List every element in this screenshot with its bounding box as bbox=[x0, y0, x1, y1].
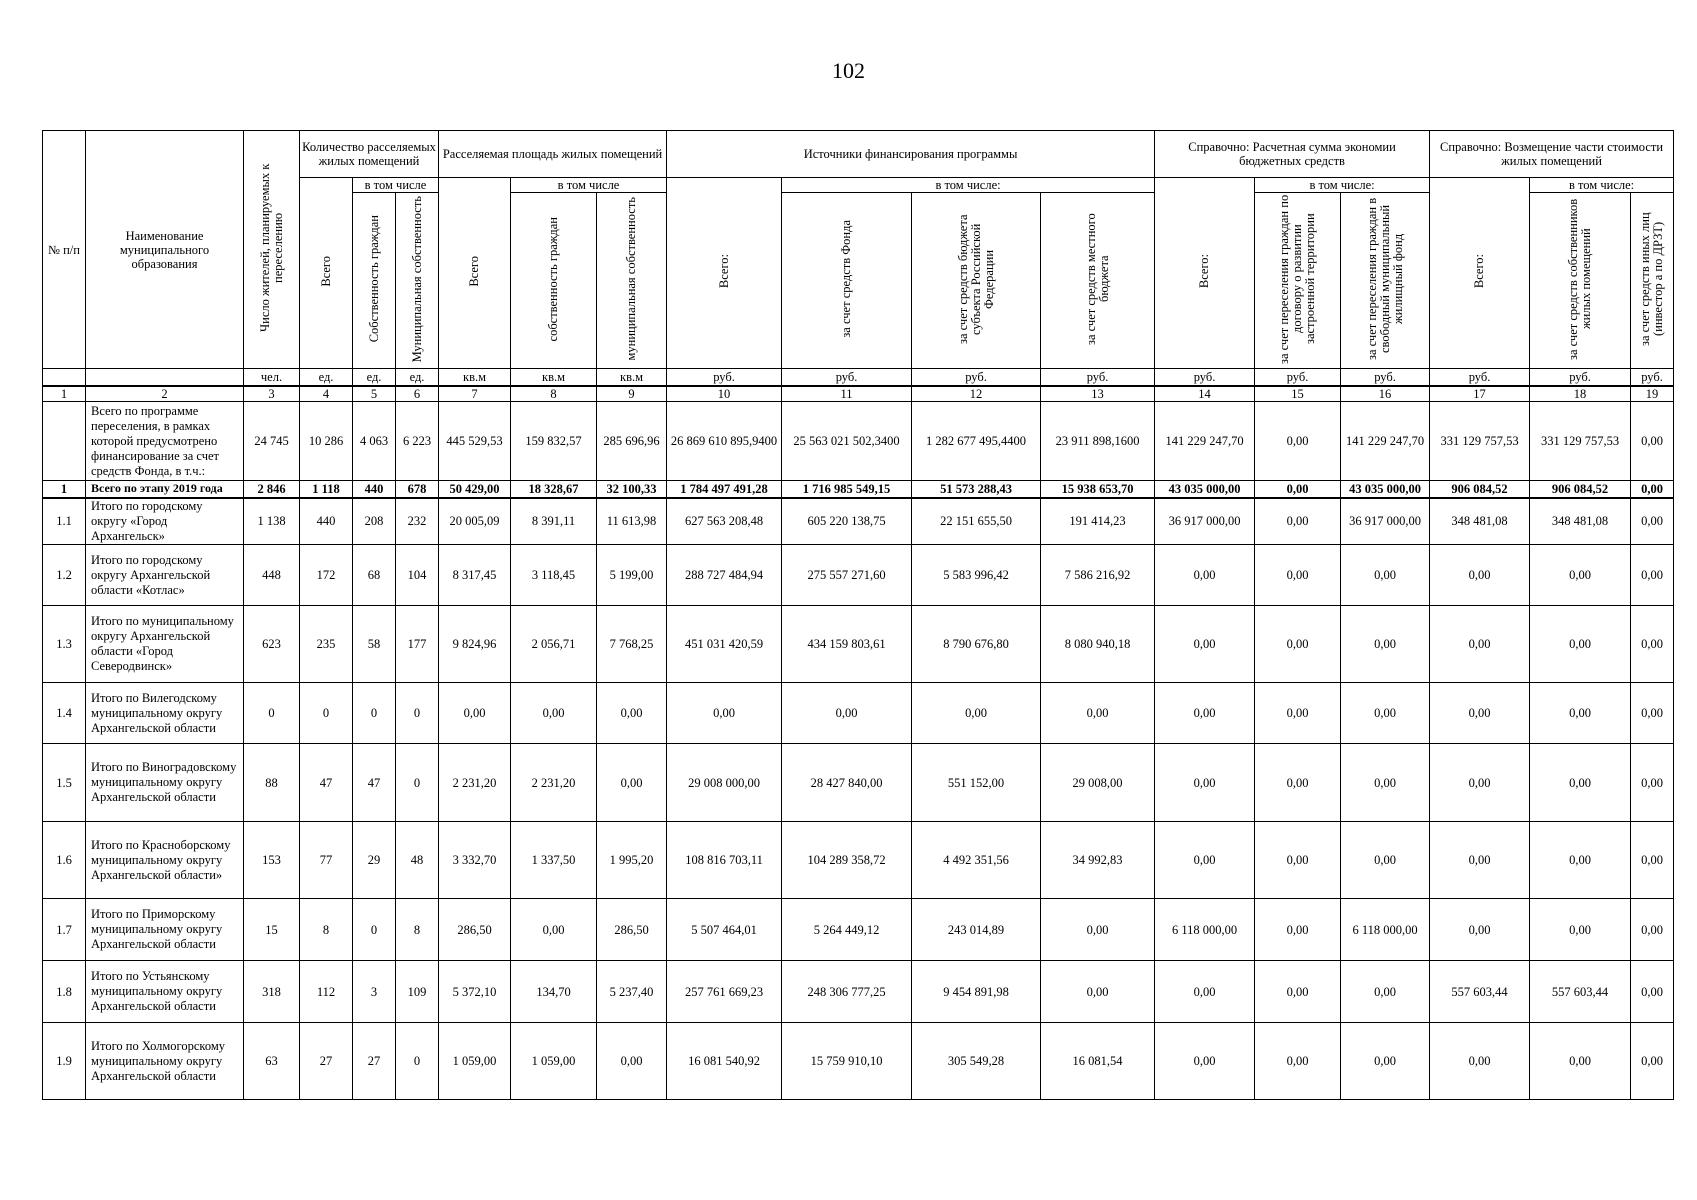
value-cell: 4 063 bbox=[353, 402, 396, 481]
value-cell: 0,00 bbox=[1255, 961, 1341, 1023]
value-cell: 0,00 bbox=[1341, 822, 1430, 899]
unit-cell: чел. bbox=[244, 369, 300, 387]
row-name: Итого по городскому округу «Город Архангельск» bbox=[86, 498, 244, 545]
value-cell: 0,00 bbox=[1041, 961, 1155, 1023]
value-cell: 288 727 484,94 bbox=[667, 545, 782, 606]
column-number: 9 bbox=[597, 386, 667, 402]
value-cell: 605 220 138,75 bbox=[782, 498, 912, 545]
value-cell: 0,00 bbox=[1155, 545, 1255, 606]
row-name: Итого по Красноборскому муниципальному округу Архангельской области» bbox=[86, 822, 244, 899]
value-cell: 248 306 777,25 bbox=[782, 961, 912, 1023]
value-cell: 0 bbox=[353, 899, 396, 961]
row-number: 1.6 bbox=[43, 822, 86, 899]
value-cell: 5 372,10 bbox=[439, 961, 511, 1023]
column-number: 13 bbox=[1041, 386, 1155, 402]
value-cell: 0,00 bbox=[1530, 1023, 1631, 1100]
value-cell: 0,00 bbox=[511, 899, 597, 961]
value-cell: 0,00 bbox=[1255, 545, 1341, 606]
value-cell: 0,00 bbox=[1631, 683, 1674, 744]
header-rooms-group: Количество расселяемых жилых помещений bbox=[300, 131, 439, 178]
value-cell: 557 603,44 bbox=[1430, 961, 1530, 1023]
value-cell: 0,00 bbox=[1530, 822, 1631, 899]
value-cell: 109 bbox=[396, 961, 439, 1023]
unit-cell: ед. bbox=[300, 369, 353, 387]
value-cell: 0,00 bbox=[1155, 822, 1255, 899]
value-cell: 18 328,67 bbox=[511, 481, 597, 498]
value-cell: 0 bbox=[396, 1023, 439, 1100]
value-cell: 88 bbox=[244, 744, 300, 822]
value-cell: 678 bbox=[396, 481, 439, 498]
value-cell: 451 031 420,59 bbox=[667, 606, 782, 683]
value-cell: 0,00 bbox=[1255, 1023, 1341, 1100]
value-cell: 6 118 000,00 bbox=[1155, 899, 1255, 961]
value-cell: 348 481,08 bbox=[1430, 498, 1530, 545]
value-cell: 0,00 bbox=[1631, 545, 1674, 606]
value-cell: 20 005,09 bbox=[439, 498, 511, 545]
value-cell: 9 454 891,98 bbox=[912, 961, 1041, 1023]
table-row bbox=[43, 606, 1674, 683]
header-comp-total: Всего: bbox=[1430, 178, 1530, 369]
header-no: № п/п bbox=[43, 131, 86, 369]
value-cell: 2 846 bbox=[244, 481, 300, 498]
header-name: Наименование муниципального образования bbox=[86, 131, 244, 369]
value-cell: 0,00 bbox=[1255, 402, 1341, 481]
value-cell: 141 229 247,70 bbox=[1155, 402, 1255, 481]
value-cell: 0,00 bbox=[1255, 606, 1341, 683]
value-cell: 275 557 271,60 bbox=[782, 545, 912, 606]
header-fin-incl: в том числе: bbox=[782, 178, 1155, 193]
value-cell: 557 603,44 bbox=[1530, 961, 1631, 1023]
value-cell: 112 bbox=[300, 961, 353, 1023]
row-name: Итого по Виноградовскому муниципальному округу Архангельской области bbox=[86, 744, 244, 822]
value-cell: 445 529,53 bbox=[439, 402, 511, 481]
unit-cell: руб. bbox=[1430, 369, 1530, 387]
value-cell: 10 286 bbox=[300, 402, 353, 481]
value-cell: 9 824,96 bbox=[439, 606, 511, 683]
value-cell: 0,00 bbox=[1255, 683, 1341, 744]
row-number: 1.9 bbox=[43, 1023, 86, 1100]
value-cell: 48 bbox=[396, 822, 439, 899]
value-cell: 22 151 655,50 bbox=[912, 498, 1041, 545]
value-cell: 1 995,20 bbox=[597, 822, 667, 899]
row-number bbox=[43, 402, 86, 481]
value-cell: 0,00 bbox=[1430, 899, 1530, 961]
column-number: 17 bbox=[1430, 386, 1530, 402]
value-cell: 77 bbox=[300, 822, 353, 899]
value-cell: 440 bbox=[300, 498, 353, 545]
value-cell: 5 199,00 bbox=[597, 545, 667, 606]
value-cell: 0,00 bbox=[597, 744, 667, 822]
table-row bbox=[43, 498, 1674, 545]
value-cell: 34 992,83 bbox=[1041, 822, 1155, 899]
value-cell: 0,00 bbox=[439, 683, 511, 744]
value-cell: 3 bbox=[353, 961, 396, 1023]
header-comp-other: за счет средств иных лиц (инвестор а по ДРЗТ) bbox=[1631, 193, 1674, 369]
column-number: 19 bbox=[1631, 386, 1674, 402]
value-cell: 0 bbox=[396, 683, 439, 744]
value-cell: 906 084,52 bbox=[1530, 481, 1631, 498]
value-cell: 15 bbox=[244, 899, 300, 961]
value-cell: 0,00 bbox=[912, 683, 1041, 744]
value-cell: 23 911 898,1600 bbox=[1041, 402, 1155, 481]
header-fin-total: Всего: bbox=[667, 178, 782, 369]
value-cell: 623 bbox=[244, 606, 300, 683]
value-cell: 551 152,00 bbox=[912, 744, 1041, 822]
value-cell: 0 bbox=[353, 683, 396, 744]
value-cell: 4 492 351,56 bbox=[912, 822, 1041, 899]
resettlement-table bbox=[42, 130, 1674, 1100]
unit-cell: ед. bbox=[353, 369, 396, 387]
row-number: 1.1 bbox=[43, 498, 86, 545]
value-cell: 232 bbox=[396, 498, 439, 545]
value-cell: 0,00 bbox=[1430, 744, 1530, 822]
value-cell: 0,00 bbox=[1341, 744, 1430, 822]
value-cell: 0,00 bbox=[1631, 744, 1674, 822]
value-cell: 26 869 610 895,9400 bbox=[667, 402, 782, 481]
value-cell: 1 059,00 bbox=[511, 1023, 597, 1100]
header-residents: Число жителей, планируемых к переселению bbox=[244, 131, 300, 369]
table-row bbox=[43, 961, 1674, 1023]
header-compensation-group: Справочно: Возмещение части стоимости жилых помещений bbox=[1430, 131, 1674, 178]
value-cell: 3 332,70 bbox=[439, 822, 511, 899]
value-cell: 153 bbox=[244, 822, 300, 899]
value-cell: 32 100,33 bbox=[597, 481, 667, 498]
column-number: 14 bbox=[1155, 386, 1255, 402]
value-cell: 0,00 bbox=[1530, 744, 1631, 822]
value-cell: 1 059,00 bbox=[439, 1023, 511, 1100]
value-cell: 440 bbox=[353, 481, 396, 498]
value-cell: 2 231,20 bbox=[439, 744, 511, 822]
row-name: Всего по этапу 2019 года bbox=[86, 481, 244, 498]
value-cell: 5 583 996,42 bbox=[912, 545, 1041, 606]
column-number: 1 bbox=[43, 386, 86, 402]
value-cell: 36 917 000,00 bbox=[1341, 498, 1430, 545]
value-cell: 348 481,08 bbox=[1530, 498, 1631, 545]
unit-cell: кв.м bbox=[511, 369, 597, 387]
value-cell: 0 bbox=[244, 683, 300, 744]
value-cell: 1 337,50 bbox=[511, 822, 597, 899]
value-cell: 141 229 247,70 bbox=[1341, 402, 1430, 481]
value-cell: 28 427 840,00 bbox=[782, 744, 912, 822]
value-cell: 0,00 bbox=[1530, 545, 1631, 606]
column-number: 10 bbox=[667, 386, 782, 402]
value-cell: 0,00 bbox=[1041, 683, 1155, 744]
row-number: 1.3 bbox=[43, 606, 86, 683]
value-cell: 0,00 bbox=[1155, 683, 1255, 744]
value-cell: 2 231,20 bbox=[511, 744, 597, 822]
row-name: Всего по программе переселения, в рамках которой предусмотрено финансирование за счет средств Фонда, в т.ч.: bbox=[86, 402, 244, 481]
column-number: 8 bbox=[511, 386, 597, 402]
value-cell: 0,00 bbox=[1631, 822, 1674, 899]
value-cell: 16 081,54 bbox=[1041, 1023, 1155, 1100]
value-cell: 0,00 bbox=[1631, 1023, 1674, 1100]
row-number: 1.2 bbox=[43, 545, 86, 606]
header-area-municipal: муниципальная собственность bbox=[597, 193, 667, 369]
column-number: 3 bbox=[244, 386, 300, 402]
value-cell: 8 391,11 bbox=[511, 498, 597, 545]
value-cell: 1 784 497 491,28 bbox=[667, 481, 782, 498]
value-cell: 36 917 000,00 bbox=[1155, 498, 1255, 545]
value-cell: 1 716 985 549,15 bbox=[782, 481, 912, 498]
row-number: 1.5 bbox=[43, 744, 86, 822]
value-cell: 3 118,45 bbox=[511, 545, 597, 606]
value-cell: 7 586 216,92 bbox=[1041, 545, 1155, 606]
value-cell: 0,00 bbox=[1255, 899, 1341, 961]
header-rooms-total: Всего bbox=[300, 178, 353, 369]
value-cell: 25 563 021 502,3400 bbox=[782, 402, 912, 481]
value-cell: 318 bbox=[244, 961, 300, 1023]
value-cell: 0,00 bbox=[1155, 606, 1255, 683]
unit-cell: руб. bbox=[1041, 369, 1155, 387]
data-rows bbox=[43, 402, 1674, 1100]
header-rooms-incl: в том числе bbox=[353, 178, 439, 193]
value-cell: 6 118 000,00 bbox=[1341, 899, 1430, 961]
column-number: 7 bbox=[439, 386, 511, 402]
value-cell: 257 761 669,23 bbox=[667, 961, 782, 1023]
unit-cell: руб. bbox=[1255, 369, 1341, 387]
value-cell: 134,70 bbox=[511, 961, 597, 1023]
value-cell: 1 138 bbox=[244, 498, 300, 545]
row-name: Итого по Холмогорскому муниципальному округу Архангельской области bbox=[86, 1023, 244, 1100]
unit-cell: руб. bbox=[1530, 369, 1631, 387]
header-area-group: Расселяемая площадь жилых помещений bbox=[439, 131, 667, 178]
value-cell: 177 bbox=[396, 606, 439, 683]
column-number: 2 bbox=[86, 386, 244, 402]
table-row bbox=[43, 683, 1674, 744]
value-cell: 0,00 bbox=[1430, 606, 1530, 683]
header-rooms-own: Собственность граждан bbox=[353, 193, 396, 369]
table-row bbox=[43, 1023, 1674, 1100]
value-cell: 0,00 bbox=[1430, 545, 1530, 606]
value-cell: 1 282 677 495,4400 bbox=[912, 402, 1041, 481]
header-row-1 bbox=[43, 131, 1674, 178]
value-cell: 5 237,40 bbox=[597, 961, 667, 1023]
value-cell: 0,00 bbox=[1155, 744, 1255, 822]
value-cell: 104 bbox=[396, 545, 439, 606]
value-cell: 0,00 bbox=[1530, 606, 1631, 683]
header-area-total: Всего bbox=[439, 178, 511, 369]
header-comp-incl: в том числе: bbox=[1530, 178, 1674, 193]
row-number: 1 bbox=[43, 481, 86, 498]
value-cell: 0,00 bbox=[1255, 744, 1341, 822]
table-row bbox=[43, 899, 1674, 961]
value-cell: 27 bbox=[353, 1023, 396, 1100]
page-number: 102 bbox=[832, 58, 865, 83]
value-cell: 0,00 bbox=[1530, 899, 1631, 961]
value-cell: 0,00 bbox=[1631, 402, 1674, 481]
unit-cell bbox=[86, 369, 244, 387]
header-comp-owners: за счет средств собственников жилых помещений bbox=[1530, 193, 1631, 369]
value-cell: 0,00 bbox=[1430, 683, 1530, 744]
header-rooms-municipal: Муниципальная собственность bbox=[396, 193, 439, 369]
unit-cell: ед. bbox=[396, 369, 439, 387]
header-econ-total: Всего: bbox=[1155, 178, 1255, 369]
value-cell: 5 507 464,01 bbox=[667, 899, 782, 961]
header-financing-group: Источники финансирования программы bbox=[667, 131, 1155, 178]
value-cell: 15 759 910,10 bbox=[782, 1023, 912, 1100]
value-cell: 627 563 208,48 bbox=[667, 498, 782, 545]
value-cell: 29 008,00 bbox=[1041, 744, 1155, 822]
row-number: 1.7 bbox=[43, 899, 86, 961]
value-cell: 0,00 bbox=[597, 683, 667, 744]
value-cell: 8 bbox=[300, 899, 353, 961]
value-cell: 27 bbox=[300, 1023, 353, 1100]
table-row bbox=[43, 481, 1674, 498]
value-cell: 47 bbox=[300, 744, 353, 822]
table-row bbox=[43, 402, 1674, 481]
value-cell: 285 696,96 bbox=[597, 402, 667, 481]
value-cell: 0,00 bbox=[597, 1023, 667, 1100]
value-cell: 235 bbox=[300, 606, 353, 683]
value-cell: 29 008 000,00 bbox=[667, 744, 782, 822]
table-row bbox=[43, 822, 1674, 899]
row-number: 1.8 bbox=[43, 961, 86, 1023]
value-cell: 208 bbox=[353, 498, 396, 545]
value-cell: 191 414,23 bbox=[1041, 498, 1155, 545]
value-cell: 5 264 449,12 bbox=[782, 899, 912, 961]
value-cell: 6 223 bbox=[396, 402, 439, 481]
value-cell: 0,00 bbox=[1255, 481, 1341, 498]
unit-cell: руб. bbox=[667, 369, 782, 387]
value-cell: 11 613,98 bbox=[597, 498, 667, 545]
value-cell: 63 bbox=[244, 1023, 300, 1100]
value-cell: 0,00 bbox=[1341, 1023, 1430, 1100]
value-cell: 68 bbox=[353, 545, 396, 606]
column-number: 6 bbox=[396, 386, 439, 402]
value-cell: 0,00 bbox=[1041, 899, 1155, 961]
header-econ-incl: в том числе: bbox=[1255, 178, 1430, 193]
unit-cell: руб. bbox=[1341, 369, 1430, 387]
value-cell: 8 317,45 bbox=[439, 545, 511, 606]
value-cell: 0,00 bbox=[1631, 606, 1674, 683]
value-cell: 104 289 358,72 bbox=[782, 822, 912, 899]
value-cell: 0,00 bbox=[1155, 961, 1255, 1023]
column-numbers-row bbox=[43, 386, 1674, 402]
value-cell: 47 bbox=[353, 744, 396, 822]
value-cell: 50 429,00 bbox=[439, 481, 511, 498]
value-cell: 172 bbox=[300, 545, 353, 606]
unit-cell: руб. bbox=[1631, 369, 1674, 387]
unit-cell bbox=[43, 369, 86, 387]
header-econ-free-fund: за счет переселения граждан в свободный муниципальный жилищный фонд bbox=[1341, 193, 1430, 369]
value-cell: 51 573 288,43 bbox=[912, 481, 1041, 498]
table-row bbox=[43, 545, 1674, 606]
value-cell: 0,00 bbox=[782, 683, 912, 744]
value-cell: 8 080 940,18 bbox=[1041, 606, 1155, 683]
value-cell: 43 035 000,00 bbox=[1155, 481, 1255, 498]
column-number: 5 bbox=[353, 386, 396, 402]
header-economy-group: Справочно: Расчетная сумма экономии бюджетных средств bbox=[1155, 131, 1430, 178]
value-cell: 7 768,25 bbox=[597, 606, 667, 683]
value-cell: 0 bbox=[300, 683, 353, 744]
value-cell: 8 790 676,80 bbox=[912, 606, 1041, 683]
value-cell: 8 bbox=[396, 899, 439, 961]
header-econ-development: за счет переселения граждан по договору о развитии застроенной территории bbox=[1255, 193, 1341, 369]
value-cell: 0,00 bbox=[1631, 498, 1674, 545]
value-cell: 0,00 bbox=[1631, 899, 1674, 961]
value-cell: 331 129 757,53 bbox=[1430, 402, 1530, 481]
units-row bbox=[43, 369, 1674, 387]
value-cell: 0,00 bbox=[1341, 683, 1430, 744]
header-fin-local: за счет средств местного бюджета bbox=[1041, 193, 1155, 369]
unit-cell: кв.м bbox=[597, 369, 667, 387]
value-cell: 305 549,28 bbox=[912, 1023, 1041, 1100]
value-cell: 0,00 bbox=[1530, 683, 1631, 744]
value-cell: 331 129 757,53 bbox=[1530, 402, 1631, 481]
value-cell: 58 bbox=[353, 606, 396, 683]
value-cell: 243 014,89 bbox=[912, 899, 1041, 961]
row-name: Итого по городскому округу Архангельской области «Котлас» bbox=[86, 545, 244, 606]
unit-cell: кв.м bbox=[439, 369, 511, 387]
value-cell: 16 081 540,92 bbox=[667, 1023, 782, 1100]
value-cell: 43 035 000,00 bbox=[1341, 481, 1430, 498]
value-cell: 0,00 bbox=[667, 683, 782, 744]
value-cell: 0,00 bbox=[1155, 1023, 1255, 1100]
value-cell: 0,00 bbox=[1341, 961, 1430, 1023]
column-number: 4 bbox=[300, 386, 353, 402]
value-cell: 159 832,57 bbox=[511, 402, 597, 481]
value-cell: 434 159 803,61 bbox=[782, 606, 912, 683]
value-cell: 286,50 bbox=[439, 899, 511, 961]
value-cell: 448 bbox=[244, 545, 300, 606]
value-cell: 29 bbox=[353, 822, 396, 899]
value-cell: 0,00 bbox=[1255, 822, 1341, 899]
value-cell: 0,00 bbox=[1430, 1023, 1530, 1100]
row-name: Итого по Устьянскому муниципальному округу Архангельской области bbox=[86, 961, 244, 1023]
value-cell: 286,50 bbox=[597, 899, 667, 961]
row-name: Итого по муниципальному округу Архангельской области «Город Северодвинск» bbox=[86, 606, 244, 683]
column-number: 18 bbox=[1530, 386, 1631, 402]
unit-cell: руб. bbox=[912, 369, 1041, 387]
header-fin-fund: за счет средств Фонда bbox=[782, 193, 912, 369]
value-cell: 15 938 653,70 bbox=[1041, 481, 1155, 498]
column-number: 16 bbox=[1341, 386, 1430, 402]
value-cell: 0 bbox=[396, 744, 439, 822]
row-name: Итого по Приморскому муниципальному округу Архангельской области bbox=[86, 899, 244, 961]
value-cell: 906 084,52 bbox=[1430, 481, 1530, 498]
row-name: Итого по Вилегодскому муниципальному округу Архангельской области bbox=[86, 683, 244, 744]
header-area-incl: в том числе bbox=[511, 178, 667, 193]
value-cell: 0,00 bbox=[511, 683, 597, 744]
header-fin-regional: за счет средств бюджета субъекта Российской Федерации bbox=[912, 193, 1041, 369]
value-cell: 24 745 bbox=[244, 402, 300, 481]
column-number: 12 bbox=[912, 386, 1041, 402]
column-number: 15 bbox=[1255, 386, 1341, 402]
value-cell: 0,00 bbox=[1341, 606, 1430, 683]
value-cell: 0,00 bbox=[1430, 822, 1530, 899]
unit-cell: руб. bbox=[1155, 369, 1255, 387]
value-cell: 2 056,71 bbox=[511, 606, 597, 683]
row-number: 1.4 bbox=[43, 683, 86, 744]
column-number: 11 bbox=[782, 386, 912, 402]
value-cell: 0,00 bbox=[1631, 481, 1674, 498]
value-cell: 0,00 bbox=[1631, 961, 1674, 1023]
value-cell: 1 118 bbox=[300, 481, 353, 498]
value-cell: 108 816 703,11 bbox=[667, 822, 782, 899]
unit-cell: руб. bbox=[782, 369, 912, 387]
value-cell: 0,00 bbox=[1341, 545, 1430, 606]
table-row bbox=[43, 744, 1674, 822]
header-area-own: собственность граждан bbox=[511, 193, 597, 369]
value-cell: 0,00 bbox=[1255, 498, 1341, 545]
